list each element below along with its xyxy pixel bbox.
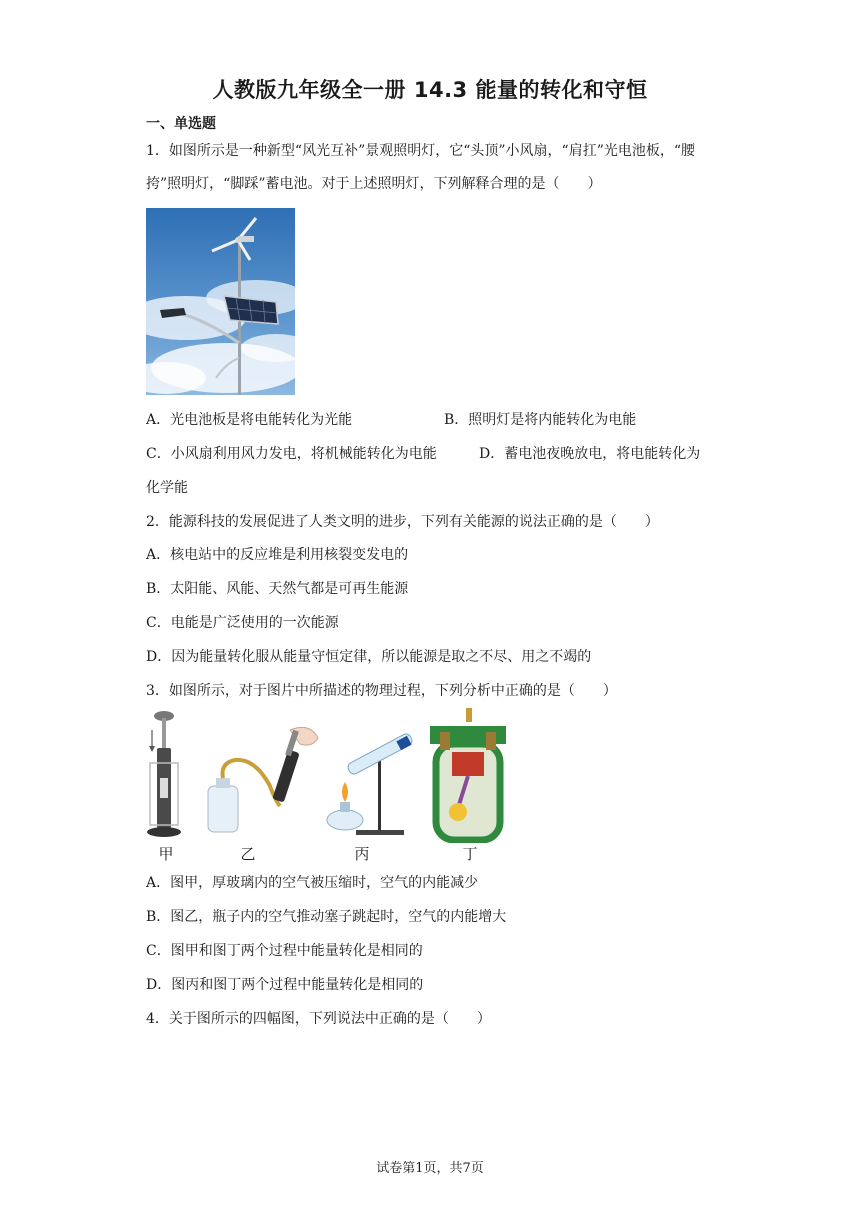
figure-label-yi: 乙 <box>240 845 256 863</box>
q3-option-b: B．图乙，瓶子内的空气推动塞子跳起时，空气的内能增大 <box>146 909 507 925</box>
figure-label-jia: 甲 <box>158 845 174 863</box>
page-title: 人教版九年级全一册 14.3 能量的转化和守恒 <box>212 78 648 102</box>
test-tube-heating-diagram <box>327 732 414 835</box>
q2-option-c: C．电能是广泛使用的一次能源 <box>146 615 339 631</box>
q3-stem: 3．如图所示，对于图片中所描述的物理过程，下列分析中正确的是（ ） <box>146 683 617 699</box>
bottle-pump-diagram <box>208 727 318 832</box>
q1-stem-line1: 1．如图所示是一种新型“风光互补”景观照明灯，它“头顶”小风扇，“肩扛”光电池板，“腰 <box>146 143 696 159</box>
figure-label-ding: 丁 <box>462 845 478 863</box>
q3-figure <box>140 708 520 863</box>
q3-option-a: A．图甲，厚玻璃内的空气被压缩时，空气的内能减少 <box>146 875 479 891</box>
q2-stem: 2．能源科技的发展促进了人类文明的进步，下列有关能源的说法正确的是（ ） <box>146 514 659 530</box>
q3-option-c: C．图甲和图丁两个过程中能量转化是相同的 <box>146 943 423 959</box>
q4-stem: 4．关于图所示的四幅图，下列说法中正确的是（ ） <box>146 1011 491 1027</box>
q1-option-d-cont: 化学能 <box>146 480 188 496</box>
q2-option-d: D．因为能量转化服从能量守恒定律，所以能源是取之不尽、用之不竭的 <box>146 649 592 665</box>
q2-option-b: B．太阳能、风能、天然气都是可再生能源 <box>146 581 409 597</box>
page-footer: 试卷第1页，共7页 <box>376 1161 484 1176</box>
engine-cylinder-diagram <box>430 708 506 840</box>
q1-stem-line2: 挎”照明灯，“脚踩”蓄电池。对于上述照明灯，下列解释合理的是（ ） <box>146 176 602 192</box>
q1-option-c: C．小风扇利用风力发电，将机械能转化为电能 <box>146 446 437 462</box>
figure-label-bing: 丙 <box>354 845 370 863</box>
q2-option-a: A．核电站中的反应堆是利用核裂变发电的 <box>146 547 409 563</box>
compression-cylinder-diagram <box>147 711 181 837</box>
q3-option-d: D．图丙和图丁两个过程中能量转化是相同的 <box>146 977 424 993</box>
section-heading: 一、单选题 <box>146 116 216 132</box>
q1-option-a: A．光电池板是将电能转化为光能 <box>146 412 353 428</box>
wind-solar-lamp-image <box>146 208 295 395</box>
q1-option-b: B．照明灯是将内能转化为电能 <box>444 412 637 428</box>
q1-option-d: D．蓄电池夜晚放电，将电能转化为 <box>479 446 701 462</box>
